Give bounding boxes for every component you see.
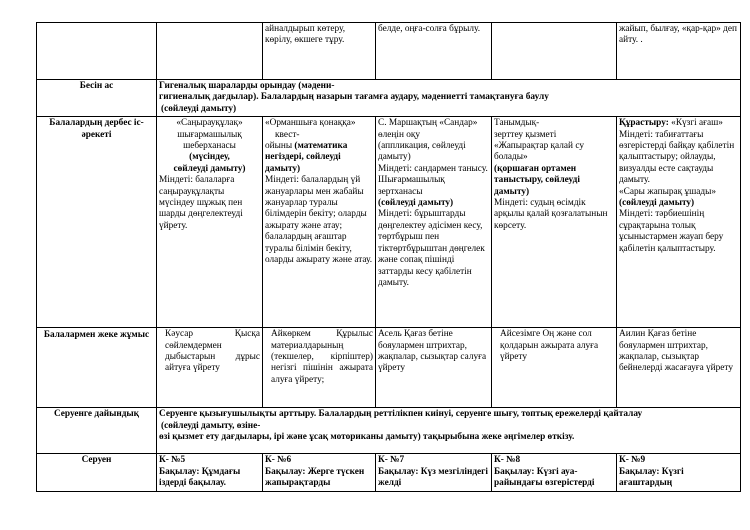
individual-cell-1: Айкөркем Құрылыс материалдарының (текшелер, кірпіштер) негізгі пішінін ажырата алуға үйрету;	[263, 328, 376, 408]
daily-plan-table	[36, 22, 741, 492]
individual-cell-2: Асель Қағаз бетіне бояулармен штрихтар, жақпалар, сызықтар салуға үйрету	[376, 328, 492, 408]
table-row-individual	[37, 328, 741, 408]
row-label-empty	[37, 23, 157, 80]
activity-cell-4: Құрастыру: «Күзгі ағаш» Міндеті: табиғаттағы өзгерістерді байқау қабілетін қалыптастыру; ойлауды, визуалды есте сақтауды дамыту. «Сары жапырақ ұшады» (сөйлеуді дамыту) Міндеті: тәрбиешінің сұрақтарына толық ұсыныстармен жауап беру қабілетін қалыптастыру.	[617, 117, 741, 328]
table-row-walk-prep	[37, 408, 741, 454]
individual-cell-3: Айсезімге Оң және сол қолдарын ажырата алуға үйрету	[492, 328, 617, 408]
row-label-walk: Серуен	[37, 454, 157, 492]
table-row-continuation	[37, 23, 741, 80]
table-row-activity	[37, 117, 741, 328]
cell-top-4: жайып, былғау, «қар-қар» деп айту. .	[617, 23, 741, 80]
individual-cell-4: Аилин Қағаз бетіне бояулармен штрихтар, жақпалар, сызықтар бейнелерді жасағауға үйрету	[617, 328, 741, 408]
activity-cell-0: «Саңырауқұлақ» шығармашылық шеберханасы (мүсіндеу, сөйлеуді дамыту) Міндеті: балаларға саңырауқұлақты мүсіндеу шұжық пен шарды дөңгелектеуді үйрету.	[157, 117, 263, 328]
table-row-walk	[37, 454, 741, 492]
walk-cell-0: К- №5 Бақылау: Құмдағы іздерді бақылау.	[157, 454, 263, 492]
cell-top-1: айналдырып көтеру, көрілу, өкшеге тұру.	[263, 23, 376, 80]
row-label-walk-prep: Серуенге дайындық	[37, 408, 157, 454]
walk-cell-3: К- №8 Бақылау: Күзгі ауа-райындағы өзгерістерді	[492, 454, 617, 492]
cell-top-2: белде, оңға-солға бұрылу.	[376, 23, 492, 80]
activity-cell-1: «Орманшыға қонаққа» квест- ойыны (математика негіздері, сөйлеуді дамыту) Міндеті: балалардың үй жануарлары мен жабайы жануарлар туралы білімдерін бекіту; оларды ажырату және атау; балалардың ағаштар туралы білімін бекіту, оларды ажырату және атау.	[263, 117, 376, 328]
walk-cell-4: К- №9 Бақылау: Күзгі ағаштардың	[617, 454, 741, 492]
row-label-activity: Балалардың дербес іс-әрекеті	[37, 117, 157, 328]
activity-cell-3: Танымдық- зерттеу қызметі «Жапырақтар қалай су болады» (қоршаған ортамен таныстыру, сөйлеуді дамыту) Міндеті: судың өсімдік арқылы қалай қозғалатынын көрсету.	[492, 117, 617, 328]
lunch-content: Гигеналық шараларды орындау (мәдени- гигиеналық дағдылар). Балалардың назарын тағамға аудару, мәдениетті тамақтануға баулу (сөйлеуді дамыту)	[157, 80, 741, 117]
walk-cell-1: К- №6 Бақылау: Жерге түскен жапырақтарды	[263, 454, 376, 492]
walk-cell-2: К- №7 Бақылау: Күз мезгіліндегі желді	[376, 454, 492, 492]
row-label-individual: Балалармен жеке жұмыс	[37, 328, 157, 408]
cell-empty	[157, 23, 263, 80]
table-row-lunch	[37, 80, 741, 117]
individual-cell-0: Кәусар Қысқа сөйлемдермен дыбыстарын дұрыс айтуға үйрету	[157, 328, 263, 408]
row-label-lunch: Бесін ас	[37, 80, 157, 117]
cell-empty	[492, 23, 617, 80]
activity-cell-2: С. Маршақтың «Сандар» өлеңін оқу (аппликация, сөйлеуді дамыту) Міндеті: сандармен танысу. Шығармашылық зертханасы (сөйлеуді дамыту) Міндеті: бұрыштарды дөңгелектеу әдісімен кесу, төртбұрыш пен тіктөртбұрыштан дөңгелек және сопақ пішінді заттарды кесу қабілетін дамыту.	[376, 117, 492, 328]
walk-prep-content: Серуенге қызығушылықты арттыру. Балалардың реттілікпен киінуі, серуенге шығу, топтық ережелерді қайталау (сөйлеуді дамыту, өзіне- өзі қызмет ету дағдылары, ірі және ұсақ моториканы дамыту) тақырыбына жеке әңгімелер өткізу.	[157, 408, 741, 454]
